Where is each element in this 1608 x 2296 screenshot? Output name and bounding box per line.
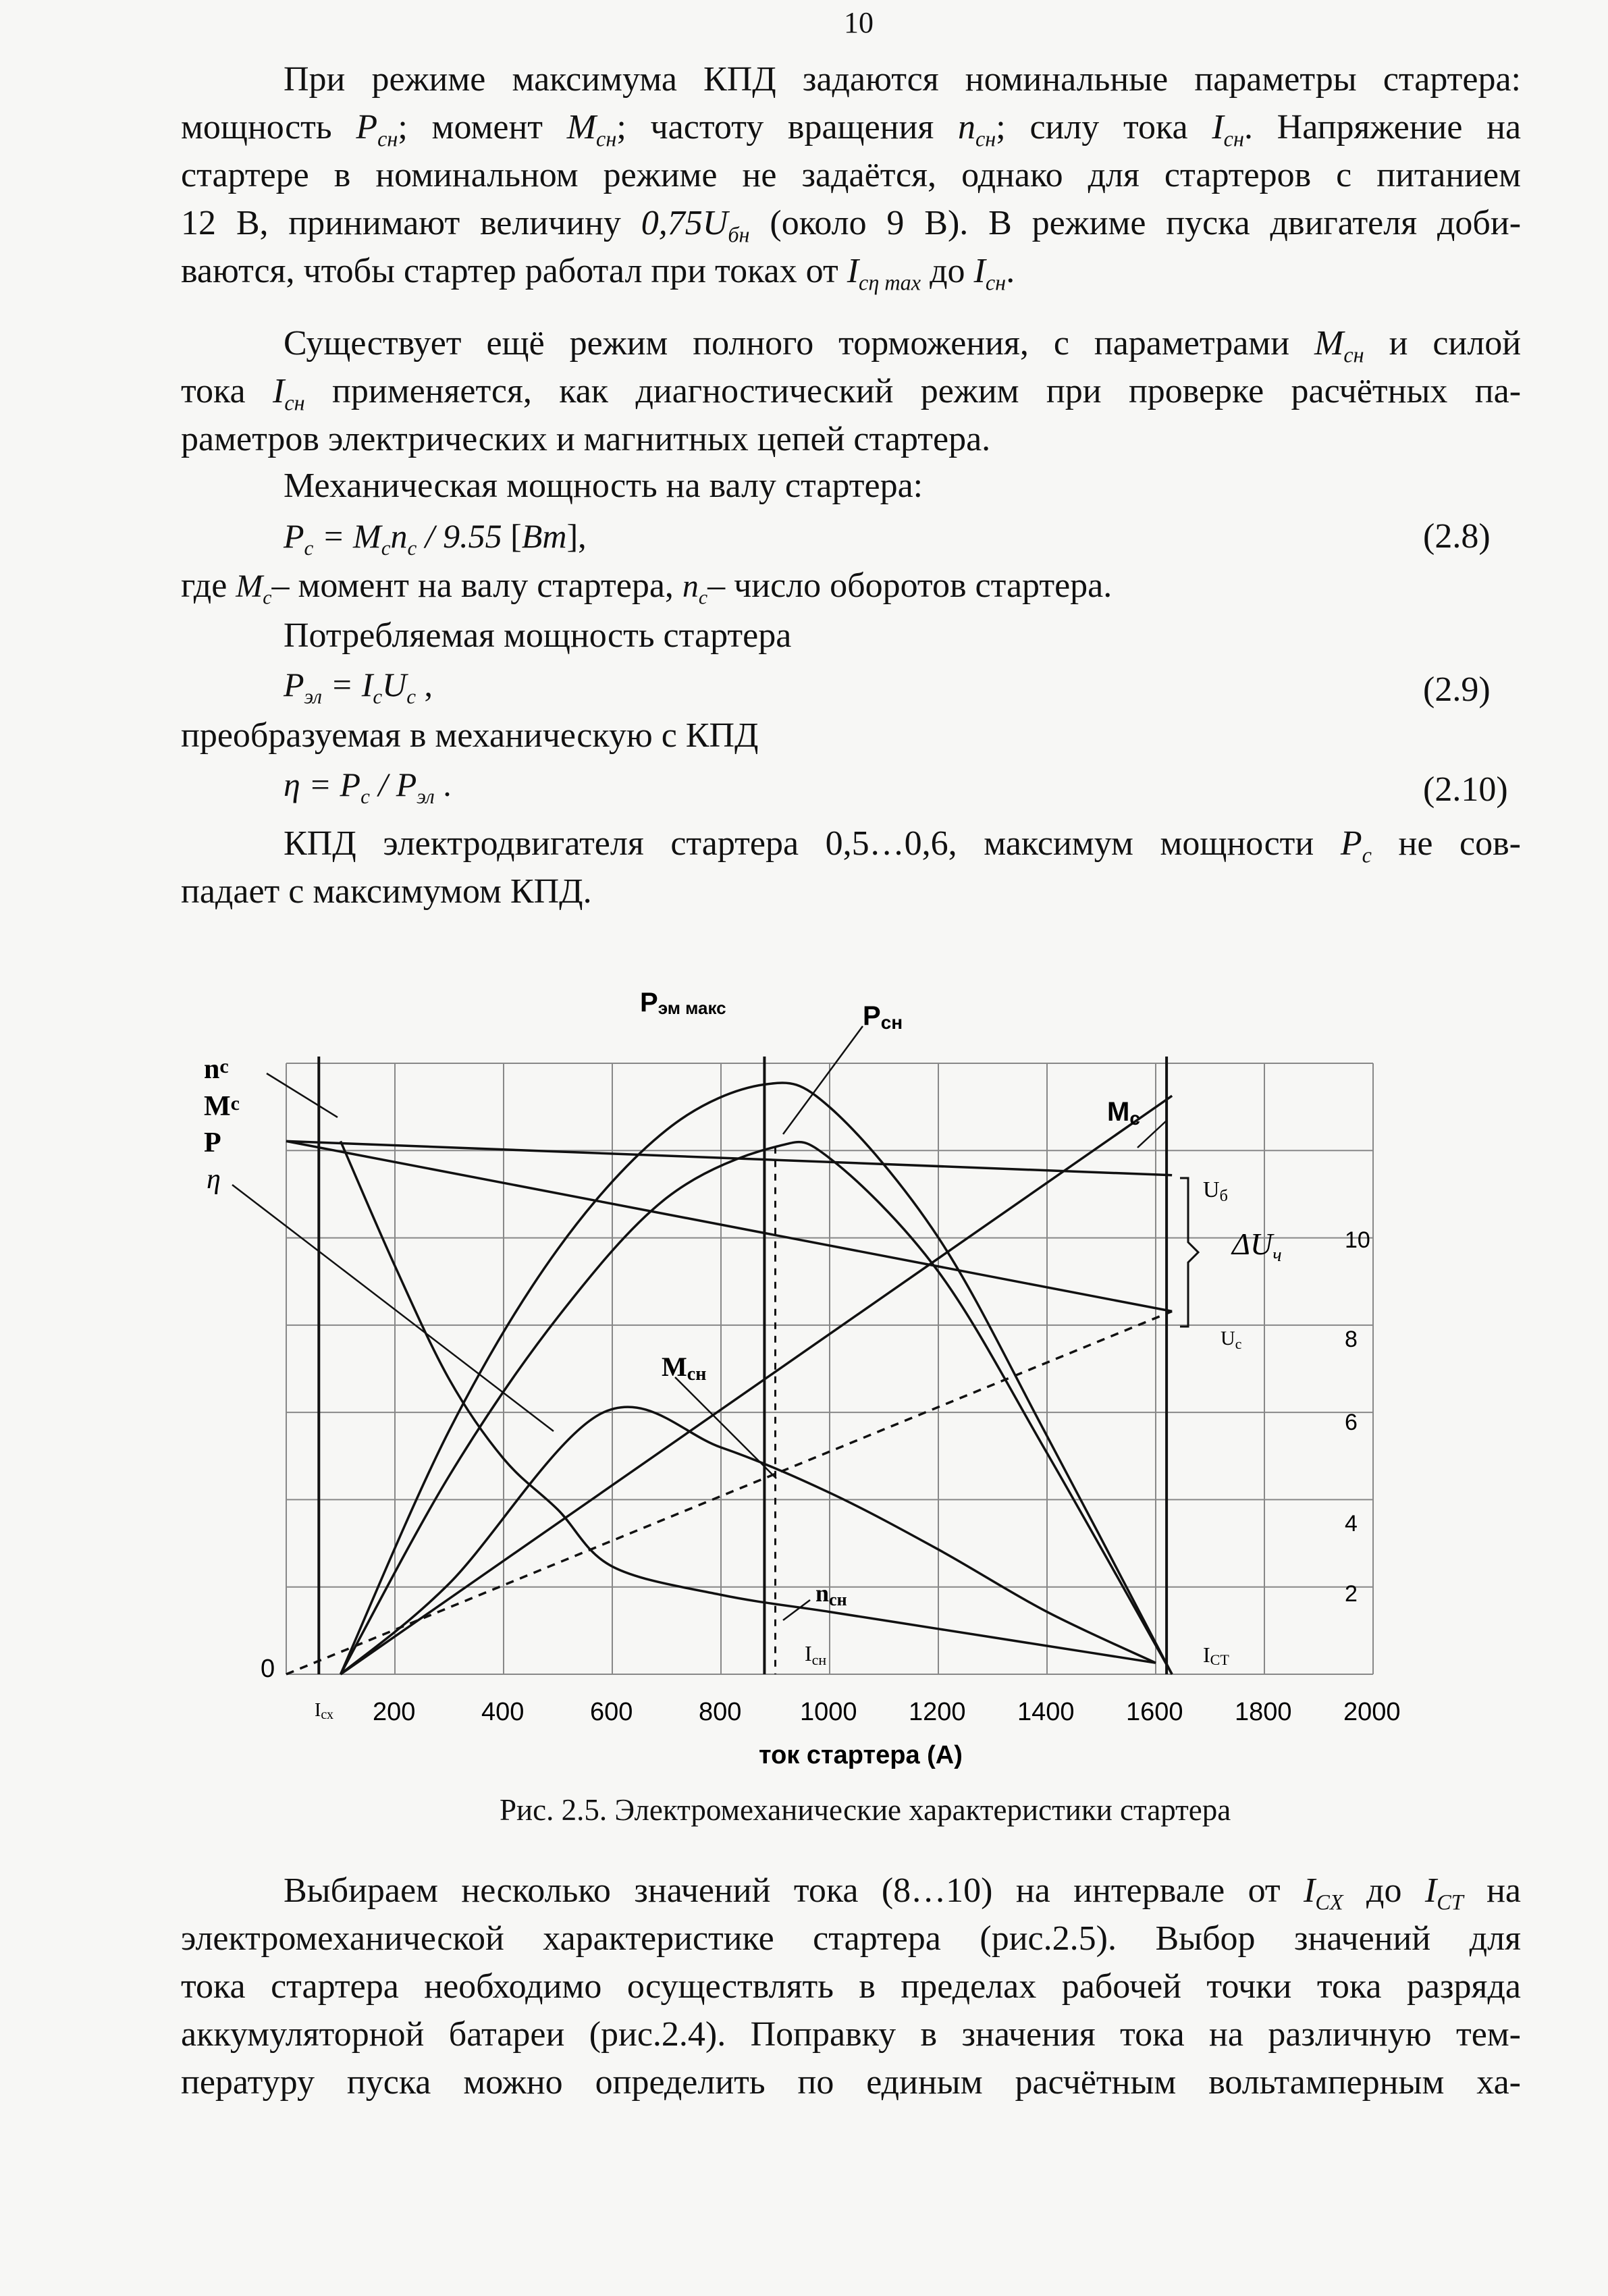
label-i-sn: Iсн (805, 1641, 827, 1668)
right-tick-label: 8 (1345, 1327, 1358, 1352)
equation-2-10: $\eta = P_c / P_{эл}$ . (284, 766, 452, 808)
para1-line4: 12 В, принимают величину $0,75U_{бн}$ (около 9 В). В режиме пуска двигателя доби- (181, 204, 1522, 247)
label-u-c: $U_c$ (1221, 1327, 1242, 1352)
leader-line (1137, 1121, 1167, 1148)
para3-line1: КПД электродвигателя стартера 0,5…0,6, максимум мощности $P_c$ не сов- (284, 824, 1521, 867)
leader-line (267, 1073, 338, 1117)
right-tick-label: 2 (1345, 1581, 1358, 1607)
x-tick-label: 1200 (909, 1698, 966, 1726)
series-Uб (286, 1141, 1172, 1175)
x-tick-labels (261, 1655, 1401, 1726)
label-mc-right: Mc (1107, 1097, 1140, 1129)
label-left-p: P (204, 1127, 221, 1158)
label-p-em-max: Pэм макс (640, 988, 726, 1018)
series-Uc (286, 1141, 1172, 1311)
x-tick-label: 1800 (1235, 1698, 1292, 1726)
label-delta-u: $\Delta U_ч$ (1232, 1227, 1282, 1266)
para4-line1: Выбираем несколько значений тока (8…10) на интервале от $I_{CX}$ до $I_{CT}$ на (284, 1871, 1521, 1915)
para2-line1: Существует ещё режим полного торможения, с параметрами $M_{сн}$ и силой (284, 324, 1522, 367)
para4-line3: тока стартера необходимо осуществлять в пределах рабочей точки тока разряда (181, 1967, 1521, 2006)
delta-u-brace (1180, 1178, 1198, 1327)
right-tick-label: 10 (1345, 1227, 1370, 1253)
right-tick-labels (1345, 1227, 1370, 1607)
right-tick-label: 6 (1345, 1410, 1358, 1435)
label-i-sx: Iсх (315, 1700, 333, 1722)
leader-line (783, 1600, 810, 1620)
para4-line2: электромеханической характеристике стартера (рис.2.5). Выбор значений для (181, 1919, 1521, 1958)
mech-power-intro: Механическая мощность на валу стартера: (284, 466, 923, 505)
equation-2-9: $P_{эл} = I_cU_c$ , (284, 666, 433, 708)
equation-2-10-number: (2.10) (1423, 770, 1508, 809)
para2-line2: тока $I_{сн}$ применяется, как диагностический режим при проверке расчётных па- (181, 372, 1522, 415)
label-left-eta: η (207, 1164, 221, 1195)
para4-line5: пературу пуска можно определить по единым расчётным вольтамперным ха- (181, 2063, 1521, 2102)
label-p-sn: Pсн (863, 1001, 903, 1033)
label-u-b: Uб (1203, 1177, 1228, 1205)
consumed-power-intro: Потребляемая мощность стартера (284, 616, 792, 655)
x-tick-label: 800 (699, 1698, 742, 1726)
leader-line (675, 1377, 776, 1478)
label-n-sn: nсн (815, 1580, 847, 1609)
converted-line: преобразуемая в механическую с КПД (181, 716, 759, 755)
label-left-mc: Mc (204, 1091, 240, 1122)
label-i-st: IСТ (1203, 1643, 1229, 1668)
para1-line5: ваются, чтобы стартер работал при токах от $I_{c\eta max}$ до $I_{сн}$. (181, 252, 1015, 295)
page-number: 10 (844, 6, 874, 39)
where-line: где $M_c-$ момент на валу стартера, $n_c-$ число оборотов стартера. (181, 566, 1113, 609)
para4-line4: аккумуляторной батареи (рис.2.4). Поправку в значения тока на различную тем- (181, 2015, 1521, 2054)
x-axis-label: ток стартера (А) (759, 1741, 963, 1769)
x-tick-label: 1000 (800, 1698, 857, 1726)
para3-line2: падает с максимумом КПД. (181, 872, 592, 911)
para1-line1: При режиме максимума КПД задаются номинальные параметры стартера: (284, 60, 1521, 99)
equation-2-9-number: (2.9) (1423, 670, 1491, 709)
x-tick-label: 1600 (1126, 1698, 1183, 1726)
x-tick-label: 0 (261, 1655, 275, 1683)
leader-line (232, 1185, 554, 1431)
leader-line (783, 1026, 863, 1134)
figure-caption: Рис. 2.5. Электромеханические характеристики стартера (500, 1793, 1231, 1827)
label-m-sn: Mсн (662, 1352, 707, 1385)
x-tick-label: 600 (590, 1698, 633, 1726)
para1-line3: стартере в номинальном режиме не задаётся, однако для стартеров с питанием (181, 156, 1521, 194)
x-tick-label: 2000 (1343, 1698, 1401, 1726)
equation-2-8-number: (2.8) (1423, 517, 1491, 556)
equation-2-8: $P_c = M_cn_c / 9.55$ [Bm], (284, 517, 587, 560)
right-tick-label: 4 (1345, 1511, 1358, 1537)
chart-curves (232, 1026, 1198, 1674)
label-left-nc: nc (204, 1054, 229, 1085)
x-tick-label: 1400 (1017, 1698, 1075, 1726)
paragraph-4 (181, 1867, 1521, 2106)
para1-line2: мощность $P_{сн}$; момент $M_{сн}$; частоту вращения $n_{сн}$; силу тока $I_{сн}$. Напряжение на (181, 108, 1522, 151)
para2-line3: раметров электрических и магнитных цепей стартера. (181, 420, 991, 458)
series-η (341, 1407, 1156, 1674)
x-tick-label: 200 (373, 1698, 416, 1726)
x-tick-label: 400 (481, 1698, 525, 1726)
